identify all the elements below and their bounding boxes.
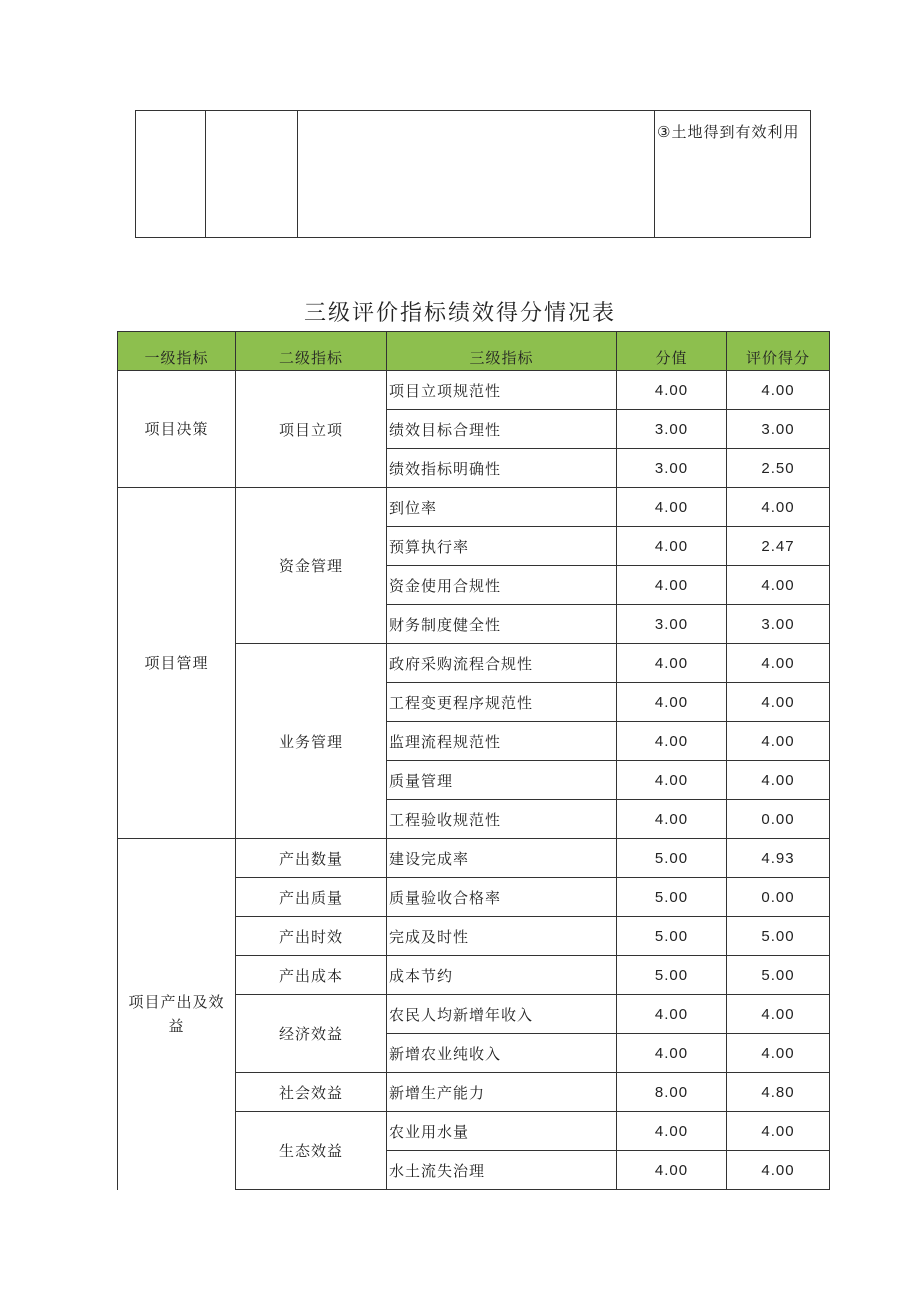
header-level2: 二级指标 [236,332,387,371]
level2-cell: 产出成本 [236,956,387,995]
score-cell: 5.00 [617,878,727,917]
level2-cell: 社会效益 [236,1073,387,1112]
indicator-cell: 资金使用合规性 [387,566,617,605]
result-cell: 2.47 [727,527,830,566]
score-cell: 4.00 [617,644,727,683]
score-cell: 4.00 [617,527,727,566]
table-row [118,839,830,878]
indicator-cell: 到位率 [387,488,617,527]
indicator-cell: 绩效指标明确性 [387,449,617,488]
score-table [117,331,830,1190]
score-cell: 4.00 [617,722,727,761]
table-title: 三级评价指标绩效得分情况表 [303,301,616,326]
continuation-cell-text: ③土地得到有效利用 [655,111,811,238]
result-cell: 4.00 [727,488,830,527]
level2-cell: 业务管理 [236,644,387,839]
result-cell: 4.00 [727,1112,830,1151]
score-cell: 5.00 [617,917,727,956]
table-header-row [118,332,830,371]
result-cell: 4.00 [727,1034,830,1073]
result-cell: 5.00 [727,956,830,995]
indicator-cell: 工程变更程序规范性 [387,683,617,722]
level2-cell: 产出数量 [236,839,387,878]
level2-cell: 产出质量 [236,878,387,917]
continuation-table [135,110,811,238]
result-cell: 4.80 [727,1073,830,1112]
indicator-cell: 农民人均新增年收入 [387,995,617,1034]
level2-cell: 生态效益 [236,1112,387,1190]
score-cell: 3.00 [617,449,727,488]
result-cell: 4.00 [727,683,830,722]
result-cell: 4.00 [727,566,830,605]
continuation-cell [298,111,655,238]
indicator-cell: 政府采购流程合规性 [387,644,617,683]
result-cell: 4.93 [727,839,830,878]
level2-cell: 产出时效 [236,917,387,956]
table-row [118,488,830,527]
indicator-cell: 质量验收合格率 [387,878,617,917]
table-row [118,371,830,410]
indicator-cell: 新增生产能力 [387,1073,617,1112]
result-cell: 4.00 [727,995,830,1034]
indicator-cell: 质量管理 [387,761,617,800]
level1-cell: 项目管理 [118,488,236,839]
result-cell: 3.00 [727,605,830,644]
score-cell: 5.00 [617,839,727,878]
level1-cell: 项目决策 [118,371,236,488]
score-cell: 5.00 [617,956,727,995]
score-cell: 3.00 [617,410,727,449]
result-cell: 0.00 [727,800,830,839]
level2-cell: 经济效益 [236,995,387,1073]
header-result: 评价得分 [727,332,830,371]
score-cell: 4.00 [617,683,727,722]
indicator-cell: 农业用水量 [387,1112,617,1151]
score-cell: 4.00 [617,488,727,527]
score-cell: 4.00 [617,1112,727,1151]
score-cell: 4.00 [617,371,727,410]
level1-cell: 项目产出及效益 [118,839,236,1190]
indicator-cell: 绩效目标合理性 [387,410,617,449]
indicator-cell: 新增农业纯收入 [387,1034,617,1073]
result-cell: 4.00 [727,644,830,683]
result-cell: 0.00 [727,878,830,917]
result-cell: 4.00 [727,722,830,761]
continuation-cell [136,111,206,238]
indicator-cell: 财务制度健全性 [387,605,617,644]
score-cell: 4.00 [617,1151,727,1190]
result-cell: 4.00 [727,761,830,800]
score-cell: 4.00 [617,761,727,800]
indicator-cell: 水土流失治理 [387,1151,617,1190]
indicator-cell: 项目立项规范性 [387,371,617,410]
score-cell: 4.00 [617,995,727,1034]
header-level3: 三级指标 [387,332,617,371]
result-cell: 2.50 [727,449,830,488]
continuation-cell [206,111,298,238]
indicator-cell: 成本节约 [387,956,617,995]
indicator-cell: 监理流程规范性 [387,722,617,761]
header-level1: 一级指标 [118,332,236,371]
score-cell: 4.00 [617,566,727,605]
score-cell: 4.00 [617,800,727,839]
score-cell: 4.00 [617,1034,727,1073]
result-cell: 4.00 [727,371,830,410]
score-cell: 3.00 [617,605,727,644]
result-cell: 4.00 [727,1151,830,1190]
result-cell: 3.00 [727,410,830,449]
indicator-cell: 预算执行率 [387,527,617,566]
indicator-cell: 完成及时性 [387,917,617,956]
header-score: 分值 [617,332,727,371]
level2-cell: 资金管理 [236,488,387,644]
indicator-cell: 工程验收规范性 [387,800,617,839]
indicator-cell: 建设完成率 [387,839,617,878]
level2-cell: 项目立项 [236,371,387,488]
result-cell: 5.00 [727,917,830,956]
score-cell: 8.00 [617,1073,727,1112]
